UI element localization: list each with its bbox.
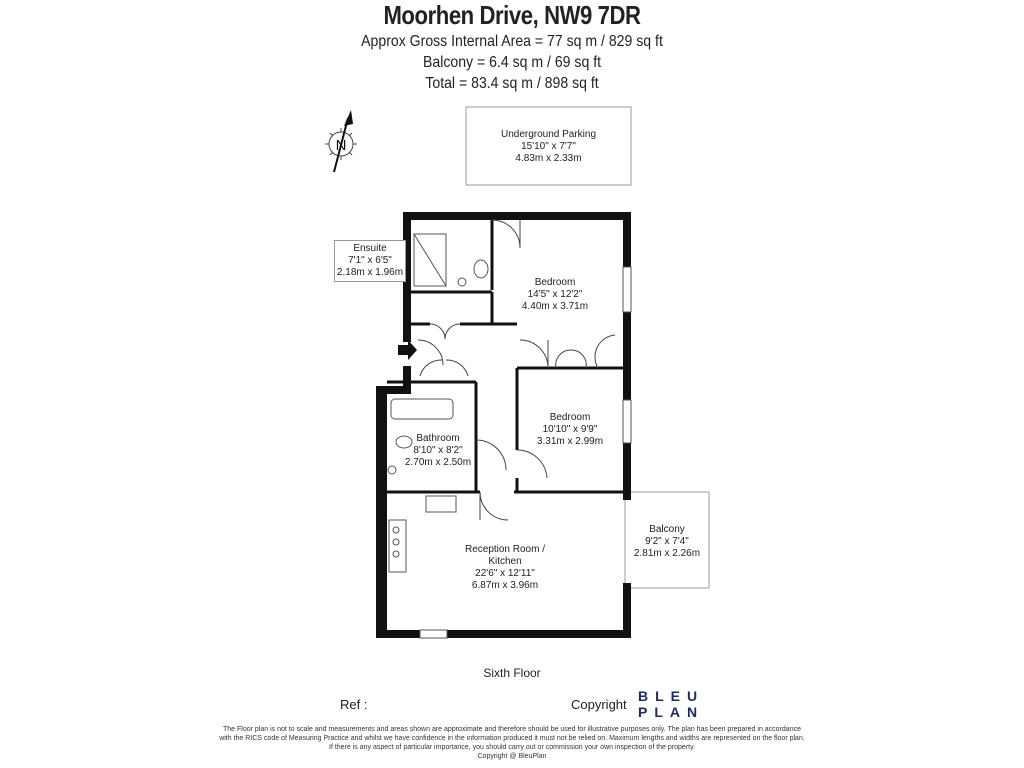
logo-line-2: PLAN [638,704,705,720]
gross-internal-area: Approx Gross Internal Area = 77 sq m / 829 sq ft [361,33,663,50]
floor-label: Sixth Floor [483,666,541,680]
room-imperial: 7'1" x 6'5" [348,255,392,266]
disclaimer-copyright: Copyright @ BleuPlan [477,753,547,760]
room-imperial: 10'10" x 9'9" [542,424,598,435]
bleuplan-logo [638,688,704,720]
disclaimer-line: The Floor plan is not to scale and measurements and areas shown are approximate and therefore should be used for illustrative purposes only. The plan has been prepared in accordance [223,726,801,733]
room-metric: 3.31m x 2.99m [536,436,604,447]
room-imperial: 9'2" x 7'4" [645,536,689,547]
room-parking [466,129,631,165]
room-metric: 2.70m x 2.50m [404,457,472,468]
room-metric: 2.18m x 1.96m [336,267,404,278]
page-title: Moorhen Drive, NW9 7DR [383,0,641,30]
ref-label: Ref : [340,697,368,712]
room-name: Balcony [649,524,685,535]
room-imperial: 14'5" x 12'2" [527,289,583,300]
logo-line-1: BLEU [638,688,705,704]
room-name: Ensuite [353,243,387,254]
room-name-2: Kitchen [488,556,522,567]
room-reception-kitchen [455,544,555,592]
room-imperial: 22'6" x 12'11" [475,568,535,579]
room-imperial: 15'10" x 7'7" [521,141,576,152]
room-name: Bedroom [549,412,591,423]
total-area: Total = 83.4 sq m / 898 sq ft [425,75,599,92]
room-metric: 4.83m x 2.33m [515,153,582,164]
disclaimer-line: with the RICS code of Measuring Practice and whilst we have confidence in the information produced it must not be relied on. Maximum lengths and widths are represented on the floor plan. [219,735,805,742]
room-imperial: 8'10" x 8'2" [413,445,463,456]
room-balcony [627,524,707,560]
entrance-arrow-icon [398,340,417,360]
room-name: Reception Room / [464,544,546,555]
room-ensuite [334,240,406,282]
disclaimer [0,725,1024,761]
balcony-area: Balcony = 6.4 sq m / 69 sq ft [422,54,602,71]
room-metric: 6.87m x 3.96m [471,580,539,591]
copyright-label: Copyright [571,697,627,712]
room-metric: 2.81m x 2.26m [633,548,701,559]
room-bathroom [398,433,478,469]
room-bedroom-1 [505,277,605,313]
room-name: Bathroom [416,433,460,444]
compass-north-label: N [335,137,347,154]
disclaimer-line: If there is any aspect of particular importance, you should carry out or commission your own inspection of the property. [329,744,695,751]
room-name: Underground Parking [500,129,597,140]
room-bedroom-2 [520,412,620,448]
room-name: Bedroom [534,277,576,288]
room-metric: 4.40m x 3.71m [521,301,589,312]
